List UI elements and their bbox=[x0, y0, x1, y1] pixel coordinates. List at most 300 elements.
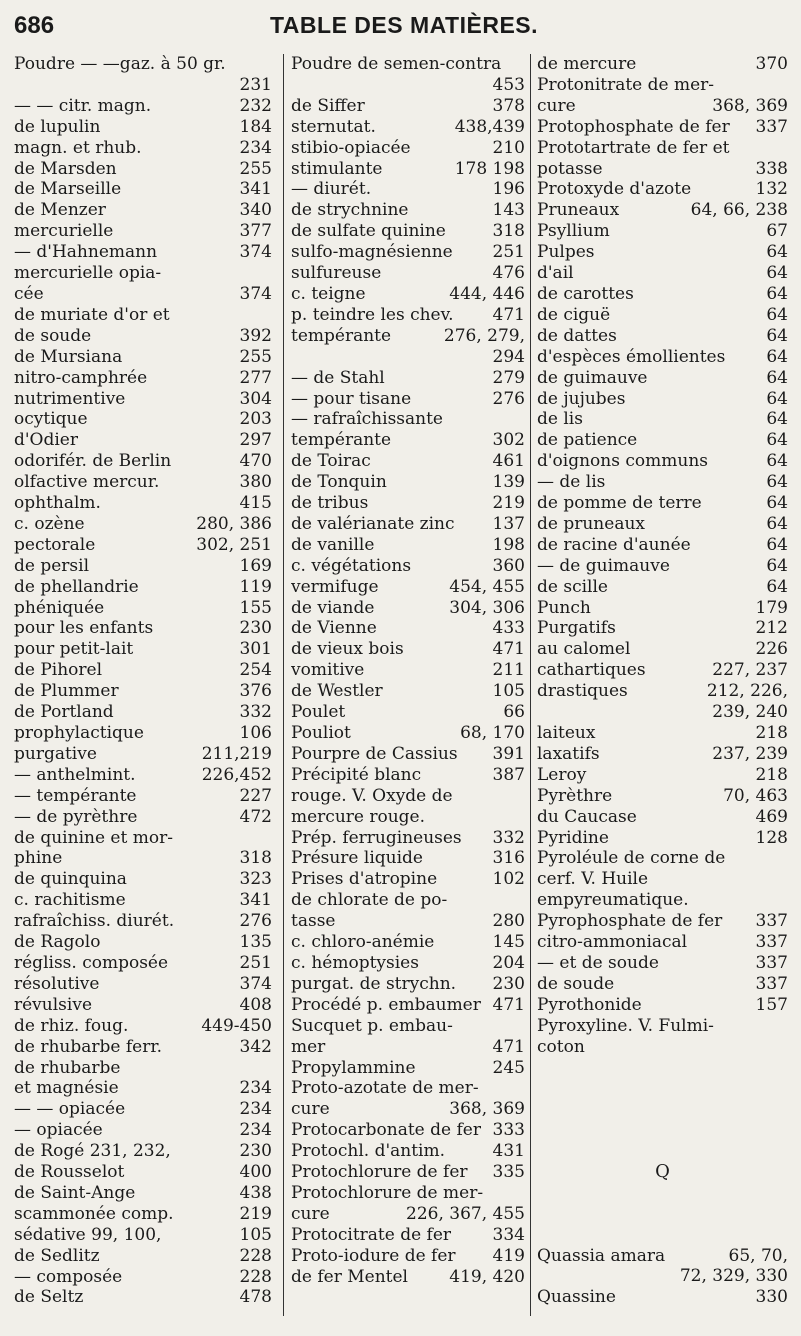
entry-pages: 318 bbox=[239, 848, 272, 869]
index-entry bbox=[537, 723, 788, 744]
entry-term: Protocitrate de fer bbox=[291, 1224, 452, 1245]
entry-term: Protophosphate de fer bbox=[537, 116, 730, 137]
index-column-3 bbox=[530, 54, 788, 1316]
blank-line bbox=[537, 1204, 788, 1225]
entry-pages: 471 bbox=[492, 994, 525, 1015]
entry-pages: 419 bbox=[492, 1245, 525, 1266]
entry-pages: 337 bbox=[755, 911, 788, 932]
entry-pages: 332 bbox=[492, 827, 525, 848]
index-entry bbox=[291, 1141, 525, 1162]
entry-pages: 342 bbox=[239, 1036, 272, 1057]
entry-term: phine bbox=[14, 848, 63, 869]
entry-pages: 237, 239 bbox=[712, 743, 788, 764]
entry-pages: 340 bbox=[239, 200, 272, 221]
index-entry bbox=[291, 221, 525, 242]
index-entry bbox=[291, 1078, 525, 1099]
index-entry bbox=[291, 117, 525, 138]
index-entry bbox=[14, 493, 272, 514]
entry-term: Protonitrate de mer- bbox=[537, 74, 715, 95]
index-entry bbox=[14, 556, 272, 577]
entry-pages: 438 bbox=[239, 1182, 272, 1203]
entry-term: Poudre de semen-contra bbox=[291, 54, 502, 74]
entry-term: c. rachitisme bbox=[14, 890, 126, 911]
entry-pages: 419, 420 bbox=[449, 1266, 525, 1287]
entry-term: de ciguë bbox=[537, 304, 611, 325]
index-entry bbox=[537, 848, 788, 869]
entry-pages: 471 bbox=[492, 304, 525, 325]
entry-term: rouge. V. Oxyde de bbox=[291, 785, 453, 806]
entry-term: et magnésie bbox=[14, 1078, 119, 1099]
index-entry bbox=[291, 1037, 525, 1058]
index-entry bbox=[14, 932, 272, 953]
index-entry bbox=[537, 200, 788, 221]
entry-pages: 387 bbox=[492, 764, 525, 785]
index-entry bbox=[14, 702, 272, 723]
index-entry bbox=[291, 807, 525, 828]
entry-term: — de pyrèthre bbox=[14, 806, 138, 827]
index-entry bbox=[291, 389, 525, 410]
entry-pages: 392 bbox=[239, 325, 272, 346]
entry-term: de Plummer bbox=[14, 681, 119, 702]
entry-term: de vanille bbox=[291, 534, 375, 555]
entry-term: de soude bbox=[537, 973, 615, 994]
index-entry bbox=[14, 1120, 272, 1141]
entry-term: Pyridine bbox=[537, 827, 609, 848]
entry-term: de carottes bbox=[537, 283, 634, 304]
index-entry bbox=[14, 1267, 272, 1288]
index-entry bbox=[14, 1287, 272, 1308]
index-entry bbox=[291, 681, 525, 702]
entry-term: c. chloro-anémie bbox=[291, 932, 435, 953]
entry-pages: 72, 329, 330 bbox=[679, 1266, 788, 1287]
entry-term: — rafraîchissante bbox=[291, 409, 443, 430]
entry-term: au calomel bbox=[537, 639, 631, 660]
blank-line bbox=[537, 1078, 788, 1099]
entry-term: de Vienne bbox=[291, 618, 377, 639]
entry-pages: 277 bbox=[239, 367, 272, 388]
index-entry bbox=[537, 179, 788, 200]
entry-term: de jujubes bbox=[537, 388, 626, 409]
index-entry bbox=[537, 472, 788, 493]
entry-term: tasse bbox=[291, 911, 336, 932]
entry-pages: 228 bbox=[239, 1245, 272, 1266]
index-entry bbox=[14, 995, 272, 1016]
entry-term: de quinquina bbox=[14, 869, 127, 890]
entry-term: — diurét. bbox=[291, 179, 372, 200]
entry-term: de Tonquin bbox=[291, 472, 387, 493]
index-entry bbox=[291, 1058, 525, 1079]
entry-pages: 454, 455 bbox=[449, 576, 525, 597]
index-entry bbox=[537, 577, 788, 598]
index-entry bbox=[537, 702, 788, 723]
entry-pages: 318 bbox=[492, 221, 525, 242]
index-entry bbox=[14, 138, 272, 159]
index-entry bbox=[537, 347, 788, 368]
entry-term: Prép. ferrugineuses bbox=[291, 827, 462, 848]
entry-term: de Seltz bbox=[14, 1287, 84, 1308]
entry-pages: 64 bbox=[766, 451, 788, 472]
index-entry bbox=[14, 514, 272, 535]
index-entry bbox=[537, 1266, 788, 1287]
index-entry bbox=[537, 556, 788, 577]
index-entry bbox=[537, 932, 788, 953]
entry-term: Prises d'atropine bbox=[291, 869, 438, 890]
blank-line bbox=[537, 1225, 788, 1246]
index-entry bbox=[14, 430, 272, 451]
index-entry bbox=[14, 96, 272, 117]
entry-pages: 135 bbox=[239, 932, 272, 953]
index-entry bbox=[14, 911, 272, 932]
entry-term: d'ail bbox=[537, 263, 574, 284]
entry-term: Poulet bbox=[291, 702, 346, 723]
index-entry bbox=[291, 1183, 525, 1204]
entry-term: de valérianate zinc bbox=[291, 513, 455, 534]
entry-pages: 234 bbox=[239, 1120, 272, 1141]
index-entry bbox=[14, 974, 272, 995]
entry-pages: 211,219 bbox=[201, 743, 272, 764]
index-entry bbox=[291, 639, 525, 660]
entry-pages: 374 bbox=[239, 283, 272, 304]
index-entry bbox=[291, 1099, 525, 1120]
index-entry bbox=[14, 305, 272, 326]
entry-term: Pouliot bbox=[291, 723, 351, 743]
index-entry bbox=[291, 890, 525, 911]
blank-line bbox=[537, 1058, 788, 1079]
index-entry bbox=[537, 242, 788, 263]
entry-pages: 64 bbox=[766, 555, 788, 576]
entry-term: de persil bbox=[14, 555, 90, 576]
entry-term: purgat. de strychn. bbox=[291, 973, 457, 994]
entry-term: mer bbox=[291, 1036, 326, 1057]
entry-pages: 234 bbox=[239, 1078, 272, 1099]
entry-pages: 335 bbox=[492, 1162, 525, 1183]
index-entry bbox=[14, 890, 272, 911]
index-entry bbox=[14, 1099, 272, 1120]
index-entry bbox=[291, 472, 525, 493]
entry-term: de soude bbox=[14, 325, 92, 346]
entry-term: cure bbox=[291, 1203, 330, 1224]
entry-pages: 431 bbox=[492, 1141, 525, 1162]
index-entry bbox=[291, 744, 525, 765]
index-entry bbox=[537, 535, 788, 556]
entry-pages: 302, 251 bbox=[196, 534, 272, 555]
entry-term: c. ozène bbox=[14, 513, 85, 534]
entry-pages: 341 bbox=[239, 890, 272, 911]
page-header bbox=[14, 12, 794, 42]
entry-term: citro-ammoniacal bbox=[537, 932, 688, 953]
entry-pages: 204 bbox=[492, 952, 525, 973]
entry-pages: 255 bbox=[239, 346, 272, 367]
entry-term: pectorale bbox=[14, 534, 96, 555]
entry-term: Procédé p. embaumer bbox=[291, 994, 481, 1015]
index-entry bbox=[291, 451, 525, 472]
index-entry bbox=[291, 556, 525, 577]
index-entry bbox=[14, 744, 272, 765]
entry-term: vermifuge bbox=[291, 576, 379, 597]
index-entry bbox=[291, 953, 525, 974]
index-column-1 bbox=[14, 54, 278, 1316]
index-entry bbox=[291, 577, 525, 598]
entry-term: — de Stahl bbox=[291, 367, 385, 388]
entry-term: mercure rouge. bbox=[291, 806, 426, 827]
entry-pages: 228 bbox=[239, 1266, 272, 1287]
index-entry bbox=[14, 284, 272, 305]
entry-pages: 433 bbox=[492, 618, 525, 639]
entry-pages: 333 bbox=[492, 1120, 525, 1141]
entry-pages: 471 bbox=[492, 1036, 525, 1057]
index-entry bbox=[537, 890, 788, 911]
entry-term: ocytique bbox=[14, 409, 88, 430]
index-entry bbox=[291, 911, 525, 932]
entry-term: odorifér. de Berlin bbox=[14, 451, 172, 472]
index-entry bbox=[14, 159, 272, 180]
index-entry bbox=[291, 1162, 525, 1183]
entry-pages: 280, 386 bbox=[196, 513, 272, 534]
index-entry bbox=[537, 284, 788, 305]
entry-term: rafraîchiss. diurét. bbox=[14, 911, 175, 932]
entry-pages: 337 bbox=[755, 973, 788, 994]
entry-term: Quassine bbox=[537, 1287, 616, 1308]
entry-pages: 226,452 bbox=[201, 764, 272, 785]
entry-pages: 255 bbox=[239, 158, 272, 179]
index-entry bbox=[14, 200, 272, 221]
index-entry bbox=[291, 1225, 525, 1246]
entry-pages: 276, 279, bbox=[443, 325, 525, 346]
index-entry bbox=[291, 618, 525, 639]
entry-pages: 210 bbox=[492, 137, 525, 158]
index-entry bbox=[14, 368, 272, 389]
index-entry bbox=[291, 598, 525, 619]
entry-pages: 64, 66, 238 bbox=[690, 200, 788, 221]
entry-pages: 226, 367, 455 bbox=[406, 1203, 525, 1224]
entry-term: de phellandrie bbox=[14, 576, 139, 597]
index-entry bbox=[14, 618, 272, 639]
index-entry bbox=[14, 75, 272, 96]
entry-term: Purgatifs bbox=[537, 618, 616, 639]
entry-pages: 218 bbox=[755, 764, 788, 785]
index-entry bbox=[537, 660, 788, 681]
index-entry bbox=[291, 159, 525, 180]
entry-pages: 469 bbox=[755, 806, 788, 827]
entry-term: drastiques bbox=[537, 681, 628, 702]
index-entry bbox=[14, 347, 272, 368]
entry-pages: 304 bbox=[239, 388, 272, 409]
entry-pages: 234 bbox=[239, 137, 272, 158]
index-entry bbox=[14, 577, 272, 598]
entry-term: — — citr. magn. bbox=[14, 95, 152, 116]
entry-pages: 377 bbox=[239, 221, 272, 242]
entry-term: Pourpre de Cassius bbox=[291, 743, 458, 764]
index-entry bbox=[14, 765, 272, 786]
entry-term: de Toirac bbox=[291, 451, 371, 472]
index-entry bbox=[537, 744, 788, 765]
index-entry bbox=[291, 305, 525, 326]
entry-term: de viande bbox=[291, 597, 375, 618]
entry-pages: 476 bbox=[492, 263, 525, 284]
index-entry bbox=[291, 702, 525, 723]
index-entry bbox=[291, 284, 525, 305]
entry-term: de lupulin bbox=[14, 116, 101, 137]
index-entry bbox=[537, 807, 788, 828]
index-entry bbox=[537, 953, 788, 974]
entry-term: purgative bbox=[14, 743, 97, 764]
entry-term: de pomme de terre bbox=[537, 493, 702, 514]
index-entry bbox=[291, 1016, 525, 1037]
entry-term: Pulpes bbox=[537, 242, 595, 263]
entry-term: — composée bbox=[14, 1266, 123, 1287]
entry-pages: 128 bbox=[755, 827, 788, 848]
entry-term: de lis bbox=[537, 409, 583, 430]
entry-pages: 169 bbox=[239, 555, 272, 576]
entry-term: de Rousselot bbox=[14, 1162, 125, 1183]
index-entry bbox=[537, 159, 788, 180]
entry-term: — opiacée bbox=[14, 1120, 103, 1141]
entry-term: — pour tisane bbox=[291, 388, 412, 409]
entry-pages: 470 bbox=[239, 451, 272, 472]
index-entry bbox=[14, 869, 272, 890]
entry-term: pour les enfants bbox=[14, 618, 154, 639]
entry-pages: 279 bbox=[492, 367, 525, 388]
entry-pages: 391 bbox=[492, 743, 525, 764]
index-entry bbox=[537, 263, 788, 284]
index-entry bbox=[291, 1267, 525, 1288]
index-entry bbox=[291, 535, 525, 556]
index-entry bbox=[14, 1058, 272, 1079]
entry-pages: 64 bbox=[766, 513, 788, 534]
index-entry bbox=[14, 807, 272, 828]
index-entry bbox=[537, 681, 788, 702]
entry-term: vomitive bbox=[291, 660, 365, 681]
entry-term: de racine d'aunée bbox=[537, 534, 691, 555]
entry-pages: 64 bbox=[766, 388, 788, 409]
entry-term: sulfureuse bbox=[291, 263, 382, 284]
entry-term: — et de soude bbox=[537, 952, 659, 973]
index-entry bbox=[14, 723, 272, 744]
entry-term: Proto-azotate de mer- bbox=[291, 1078, 479, 1099]
index-entry bbox=[537, 54, 788, 75]
entry-term: prophylactique bbox=[14, 723, 144, 743]
entry-pages: 330 bbox=[755, 1287, 788, 1308]
entry-term: de sulfate quinine bbox=[291, 221, 446, 242]
entry-pages: 302 bbox=[492, 430, 525, 451]
entry-term: sternutat. bbox=[291, 116, 376, 137]
entry-pages: 408 bbox=[239, 994, 272, 1015]
entry-term: mercurielle opia- bbox=[14, 263, 162, 284]
entry-pages: 211 bbox=[492, 660, 525, 681]
entry-pages: 301 bbox=[239, 639, 272, 660]
entry-term: Punch bbox=[537, 597, 591, 618]
index-entry bbox=[537, 911, 788, 932]
entry-term: Sucquet p. embau- bbox=[291, 1015, 453, 1036]
entry-pages: 453 bbox=[492, 74, 525, 95]
index-entry bbox=[537, 514, 788, 535]
index-entry bbox=[537, 368, 788, 389]
entry-pages: 461 bbox=[492, 451, 525, 472]
index-entry bbox=[14, 598, 272, 619]
entry-pages: 368, 369 bbox=[712, 95, 788, 116]
entry-pages: 360 bbox=[492, 555, 525, 576]
entry-term: — anthelmint. bbox=[14, 764, 136, 785]
entry-term: de vieux bois bbox=[291, 639, 404, 660]
section-letter: Q bbox=[655, 1160, 670, 1182]
entry-term: de patience bbox=[537, 430, 638, 451]
index-entry bbox=[14, 786, 272, 807]
entry-pages: 254 bbox=[239, 660, 272, 681]
entry-term: régliss. composée bbox=[14, 952, 169, 973]
entry-term: tempérante bbox=[291, 325, 392, 346]
entry-term: Poudre — —gaz. à 50 gr. bbox=[14, 54, 226, 74]
entry-pages: 415 bbox=[239, 493, 272, 514]
entry-pages: 64 bbox=[766, 242, 788, 263]
index-entry bbox=[14, 639, 272, 660]
entry-term: stimulante bbox=[291, 158, 383, 179]
entry-pages: 105 bbox=[492, 681, 525, 702]
entry-pages: 106 bbox=[239, 723, 272, 743]
entry-pages: 64 bbox=[766, 472, 788, 493]
index-entry bbox=[291, 995, 525, 1016]
index-entry bbox=[14, 1078, 272, 1099]
entry-term: du Caucase bbox=[537, 806, 637, 827]
entry-pages: 64 bbox=[766, 430, 788, 451]
index-entry bbox=[291, 828, 525, 849]
entry-pages: 219 bbox=[492, 493, 525, 514]
entry-term: de scille bbox=[537, 576, 608, 597]
entry-term: sulfo-magnésienne bbox=[291, 242, 453, 263]
entry-pages: 137 bbox=[492, 513, 525, 534]
index-entry bbox=[291, 242, 525, 263]
entry-pages: 368, 369 bbox=[449, 1099, 525, 1120]
entry-pages: 276 bbox=[239, 911, 272, 932]
index-column-2 bbox=[283, 54, 529, 1316]
entry-term: sédative 99, 100, bbox=[14, 1224, 162, 1245]
entry-term: — d'Hahnemann bbox=[14, 242, 158, 263]
entry-pages: 304, 306 bbox=[449, 597, 525, 618]
blank-line bbox=[537, 1141, 788, 1162]
entry-term: laxatifs bbox=[537, 743, 600, 764]
index-entry bbox=[14, 1225, 272, 1246]
entry-term: de chlorate de po- bbox=[291, 890, 448, 911]
entry-term: scammonée comp. bbox=[14, 1203, 174, 1224]
entry-pages: 132 bbox=[755, 179, 788, 200]
entry-pages: 230 bbox=[239, 618, 272, 639]
entry-pages: 251 bbox=[239, 952, 272, 973]
entry-term: laiteux bbox=[537, 723, 596, 743]
entry-pages: 145 bbox=[492, 932, 525, 953]
entry-pages: 245 bbox=[492, 1057, 525, 1078]
entry-term: Protocarbonate de fer bbox=[291, 1120, 481, 1141]
entry-term: de Mursiana bbox=[14, 346, 123, 367]
index-entry bbox=[14, 848, 272, 869]
entry-pages: 323 bbox=[239, 869, 272, 890]
index-entry bbox=[291, 786, 525, 807]
entry-term: cathartiques bbox=[537, 660, 646, 681]
index-entry bbox=[537, 828, 788, 849]
entry-pages: 438,439 bbox=[454, 116, 525, 137]
entry-term: c. végétations bbox=[291, 555, 412, 576]
entry-pages: 444, 446 bbox=[449, 283, 525, 304]
index-entry bbox=[291, 932, 525, 953]
entry-pages: 232 bbox=[239, 95, 272, 116]
entry-term: pour petit-lait bbox=[14, 639, 134, 660]
index-entry bbox=[537, 409, 788, 430]
entry-term: cure bbox=[537, 95, 576, 116]
entry-term: Leroy bbox=[537, 764, 587, 785]
entry-term: de quinine et mor- bbox=[14, 827, 173, 848]
entry-pages: 251 bbox=[492, 242, 525, 263]
index-entry bbox=[291, 368, 525, 389]
entry-term: de Pihorel bbox=[14, 660, 103, 681]
entry-term: Pyrothonide bbox=[537, 994, 642, 1015]
